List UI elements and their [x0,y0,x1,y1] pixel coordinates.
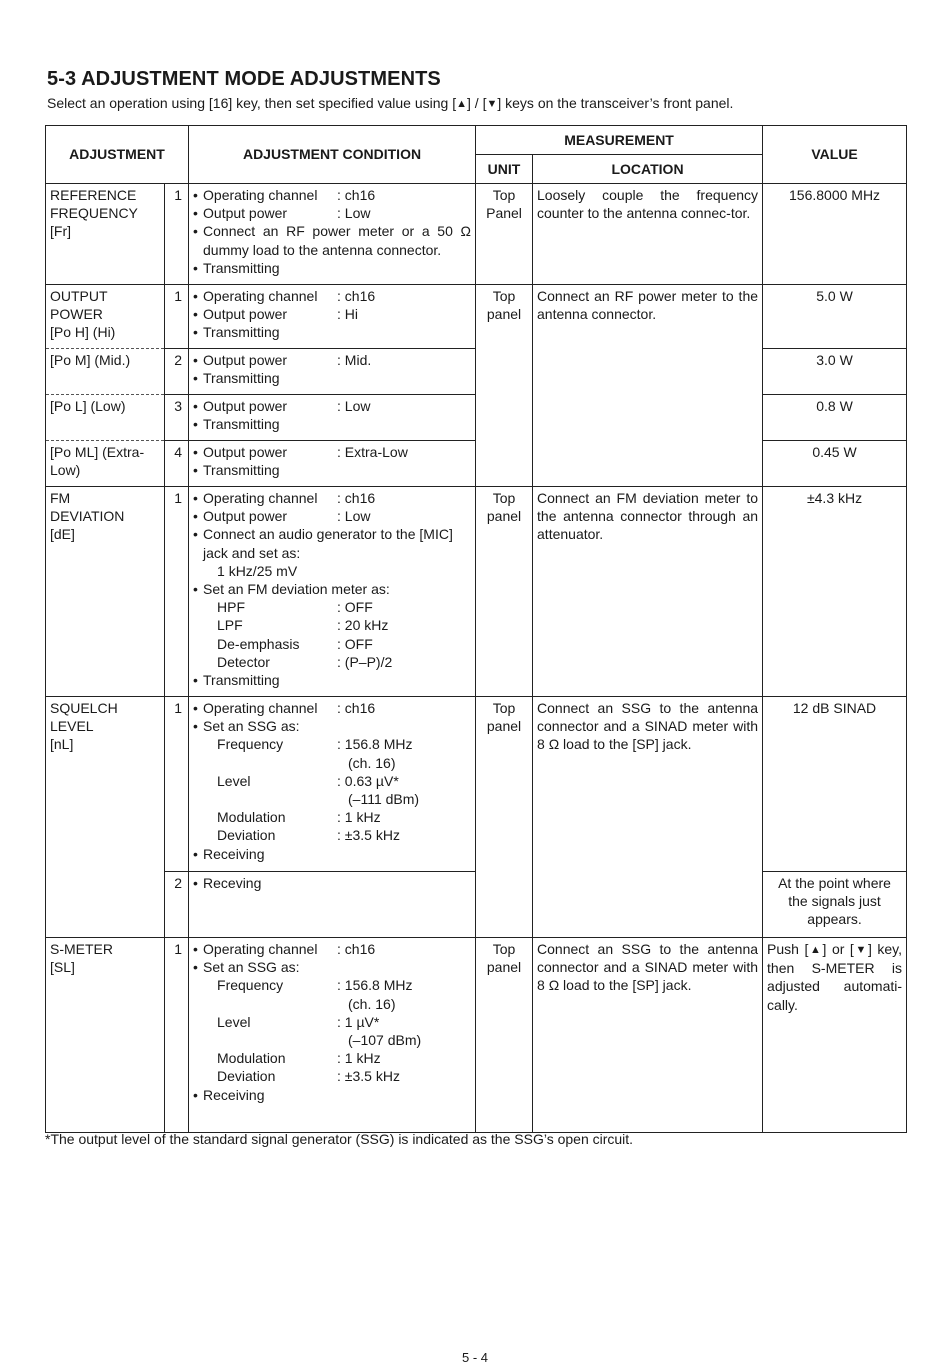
adjustment-condition: • Operating channel : ch16 • Output power : Hi • Transmitting [189,285,476,349]
measurement-location: Connect an RF power meter to the antenna connector. [533,285,763,487]
up-arrow-icon: ▲ [808,944,823,956]
adjustment-name: [Po ML] (Extra- Low) [46,441,165,487]
step-number: 1 [165,184,189,285]
target-value: 5.0 W [763,285,907,349]
adjustment-condition: • Output power : Mid. • Transmitting [189,349,476,395]
page-title: 5-3 ADJUSTMENT MODE ADJUSTMENTS [47,68,441,90]
measurement-location: Loosely couple the frequency counter to the antenna connec-tor. [533,184,763,285]
target-value: 3.0 W [763,349,907,395]
up-arrow-icon: ▲ [456,98,468,110]
footnote: *The output level of the standard signal generator (SSG) is indicated as the SSG’s open circuit. [45,1131,634,1147]
target-value: 0.8 W [763,395,907,441]
header-unit: UNIT [476,155,533,184]
target-value: ±4.3 kHz [763,487,907,697]
header-condition: ADJUSTMENT CONDITION [189,126,476,184]
step-number: 1 [165,697,189,872]
header-location: LOCATION [533,155,763,184]
measurement-location: Connect an FM deviation meter to the antenna connector through an attenuator. [533,487,763,697]
step-number: 4 [165,441,189,487]
table-row [46,938,907,1133]
adjustment-condition: • Operating channel : ch16 • Set an SSG as: Frequency : 156.8 MHz (ch. 16) Level : 0.63 µV* (–111 dBm) Modulation : 1 kHz Deviation : ±3.5 kHz • Receiving [189,697,476,872]
table-row [46,697,907,872]
adjustment-name: [Po M] (Mid.) [46,349,165,395]
down-arrow-icon: ▼ [853,944,868,956]
adjustment-condition: • Output power : Low • Transmitting [189,395,476,441]
measurement-unit: Top Panel [476,184,533,285]
adjustment-condition: • Output power : Extra-Low • Transmitting [189,441,476,487]
page-number: 5 - 4 [461,1350,488,1365]
table-row [46,285,907,349]
target-value: Push [▲] or [▼] key, then S-METER is adjusted automati-cally. [763,938,907,1133]
measurement-unit: Top panel [476,697,533,938]
header-value: VALUE [763,126,907,184]
measurement-unit: Top panel [476,487,533,697]
down-arrow-icon: ▼ [486,98,498,110]
measurement-unit: Top panel [476,938,533,1133]
table-row [46,184,907,285]
table-row [46,487,907,697]
step-number: 1 [165,285,189,349]
adjustment-name: S-METER [SL] [46,938,165,1133]
header-adjustment: ADJUSTMENT [46,126,189,184]
measurement-location: Connect an SSG to the antenna connector and a SINAD meter with 8 Ω load to the [SP] jack. [533,697,763,938]
target-value: 156.8000 MHz [763,184,907,285]
step-number: 1 [165,487,189,697]
measurement-location: Connect an SSG to the antenna connector and a SINAD meter with 8 Ω load to the [SP] jack. [533,938,763,1133]
header-measurement: MEASUREMENT [476,126,763,155]
intro-text: Select an operation using [16] key, then set specified value using [▲] / [▼] keys on the transceiver’s front panel. [47,95,734,111]
target-value: At the point where the signals just appears. [763,872,907,938]
measurement-unit: Top panel [476,285,533,487]
adjustment-name: FM DEVIATION [dE] [46,487,165,697]
adjustment-name: REFERENCE FREQUENCY [Fr] [46,184,165,285]
step-number: 2 [165,872,189,938]
target-value: 12 dB SINAD [763,697,907,872]
adjustment-table [45,125,907,1133]
adjustment-condition: • Operating channel : ch16 • Set an SSG as: Frequency : 156.8 MHz (ch. 16) Level : 1 µV* (–107 dBm) Modulation : 1 kHz Deviation : ±3.5 kHz • Receiving [189,938,476,1133]
step-number: 3 [165,395,189,441]
target-value: 0.45 W [763,441,907,487]
adjustment-name: SQUELCH LEVEL [nL] [46,697,165,938]
step-number: 2 [165,349,189,395]
adjustment-condition: • Operating channel : ch16 • Output power : Low • Connect an RF power meter or a 50 Ω dummy load to the antenna connector. • Transmitting [189,184,476,285]
step-number: 1 [165,938,189,1133]
adjustment-name: [Po L] (Low) [46,395,165,441]
adjustment-condition: • Operating channel : ch16 • Output power : Low • Connect an audio generator to the [MIC] jack and set as: 1 kHz/25 mV • Set an FM deviation meter as: HPF : OFF LPF : 20 kHz De-emphasis : OFF Detector : (P–P)/2 • Transmitting [189,487,476,697]
adjustment-name: OUTPUT POWER [Po H] (Hi) [46,285,165,349]
adjustment-condition: • Receving [189,872,476,938]
